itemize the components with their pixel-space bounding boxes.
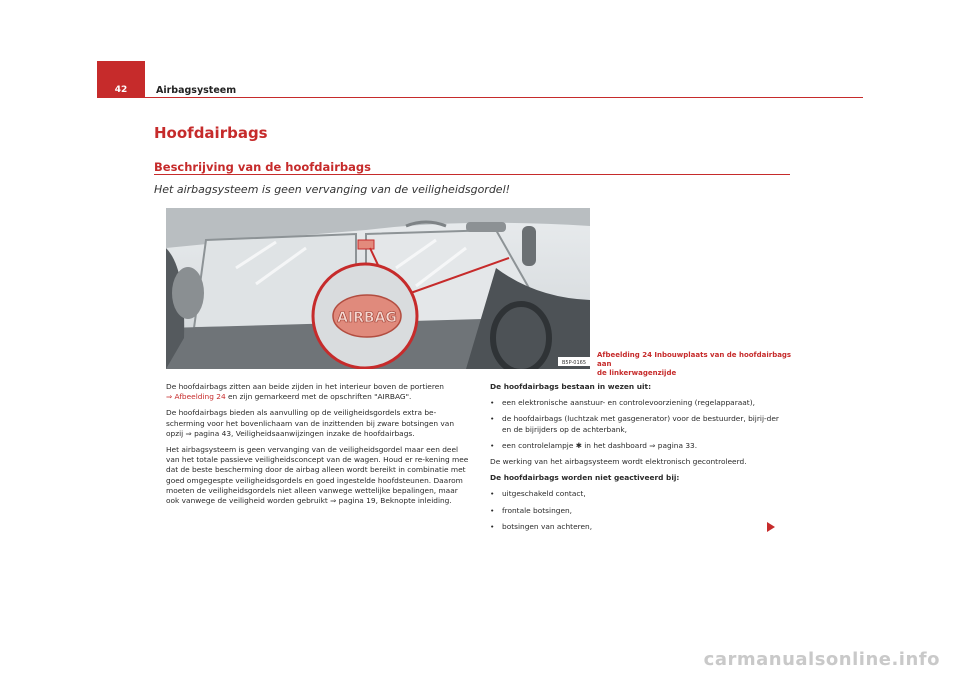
right-column <box>490 382 790 538</box>
running-title: Airbagsysteem <box>156 85 237 96</box>
section-title: Hoofdairbags <box>154 124 268 142</box>
airbag-location-illustration <box>166 208 590 369</box>
figure-reference-link[interactable]: ⇒ Afbeelding 24 <box>166 392 226 402</box>
paragraph-protection: De hoofdairbags bieden als aanvulling op de veiligheidsgordels extra be-scherming voor het bovenlichaam van de inzittenden bij zware botsingen van opzij ⇒ pagina 43, Veiligheidsaanwijzingen inzake de hoofdairbags. <box>166 408 455 438</box>
paragraph-location-text-b: en zijn gemarkeerd met de opschriften "AIRBAG". <box>225 392 412 402</box>
figure-caption <box>597 351 797 378</box>
watermark: carmanualsonline.info <box>703 649 940 670</box>
list-item: • uitgeschakeld contact, <box>490 489 790 499</box>
next-page-arrow-icon[interactable] <box>767 522 775 532</box>
list-item: • frontale botsingen, <box>490 506 790 516</box>
rear-view-mirror <box>522 226 536 266</box>
lead-text: Het airbagsysteem is geen vervanging van de veiligheidsgordel! <box>154 183 511 196</box>
paragraph-location <box>166 382 470 402</box>
interior-light <box>466 222 506 232</box>
header-rule <box>97 97 863 98</box>
left-column <box>166 382 470 512</box>
list-item: • de hoofdairbags (luchtzak met gasgenerator) voor de bestuurder, bijrij-der en de bijrijders op de achterbank, <box>490 414 790 434</box>
components-heading: De hoofdairbags bestaan in wezen uit: <box>490 382 652 391</box>
not-activated-heading: De hoofdairbags worden niet geactiveerd bij: <box>490 473 680 483</box>
list-item: • een controlelampje ✱ in het dashboard ⇒ pagina 33. <box>490 441 790 451</box>
paragraph-safety-concept: Het airbagsysteem is geen vervanging van de veiligheidsgordel maar een deel van het totale passieve veiligheidsconcept van de wagen. Houd er re-kening mee dat de beste bescherming door de airbag alleen wordt bereikt in combinatie met goed omgegespte veiligheidsgordels en goed ingestelde hoofdsteunen. Daarom moeten de veiligheidsgordels niet alleen vanwege wettelijke bepalingen, maar ook vanwege de veiligheid worden gebruikt ⇒ pagina 19, Beknopte inleiding. <box>166 445 469 506</box>
figure-code: B5P-0165 <box>561 360 587 366</box>
airbag-marker <box>358 240 374 249</box>
list-item: • een elektronische aanstuur- en controlevoorziening (regelapparaat), <box>490 398 790 408</box>
monitoring-text: De werking van het airbagsysteem wordt elektronisch gecontroleerd. <box>490 457 747 467</box>
page-number: 42 <box>114 85 128 95</box>
list-item: • botsingen van achteren, <box>490 522 790 532</box>
subtitle-rule <box>154 174 790 175</box>
figure-caption-line-2: de linkerwagenzijde <box>597 369 677 377</box>
paragraph-location-text-a: De hoofdairbags zitten aan beide zijden in het interieur boven de portieren <box>166 382 444 391</box>
section-subtitle: Beschrijving van de hoofdairbags <box>154 160 371 174</box>
figure-caption-line-1: Afbeelding 24 Inbouwplaats van de hoofdairbags aan <box>597 351 792 368</box>
airbag-badge-text: AIRBAG <box>337 310 397 326</box>
rear-headrest <box>172 267 204 319</box>
